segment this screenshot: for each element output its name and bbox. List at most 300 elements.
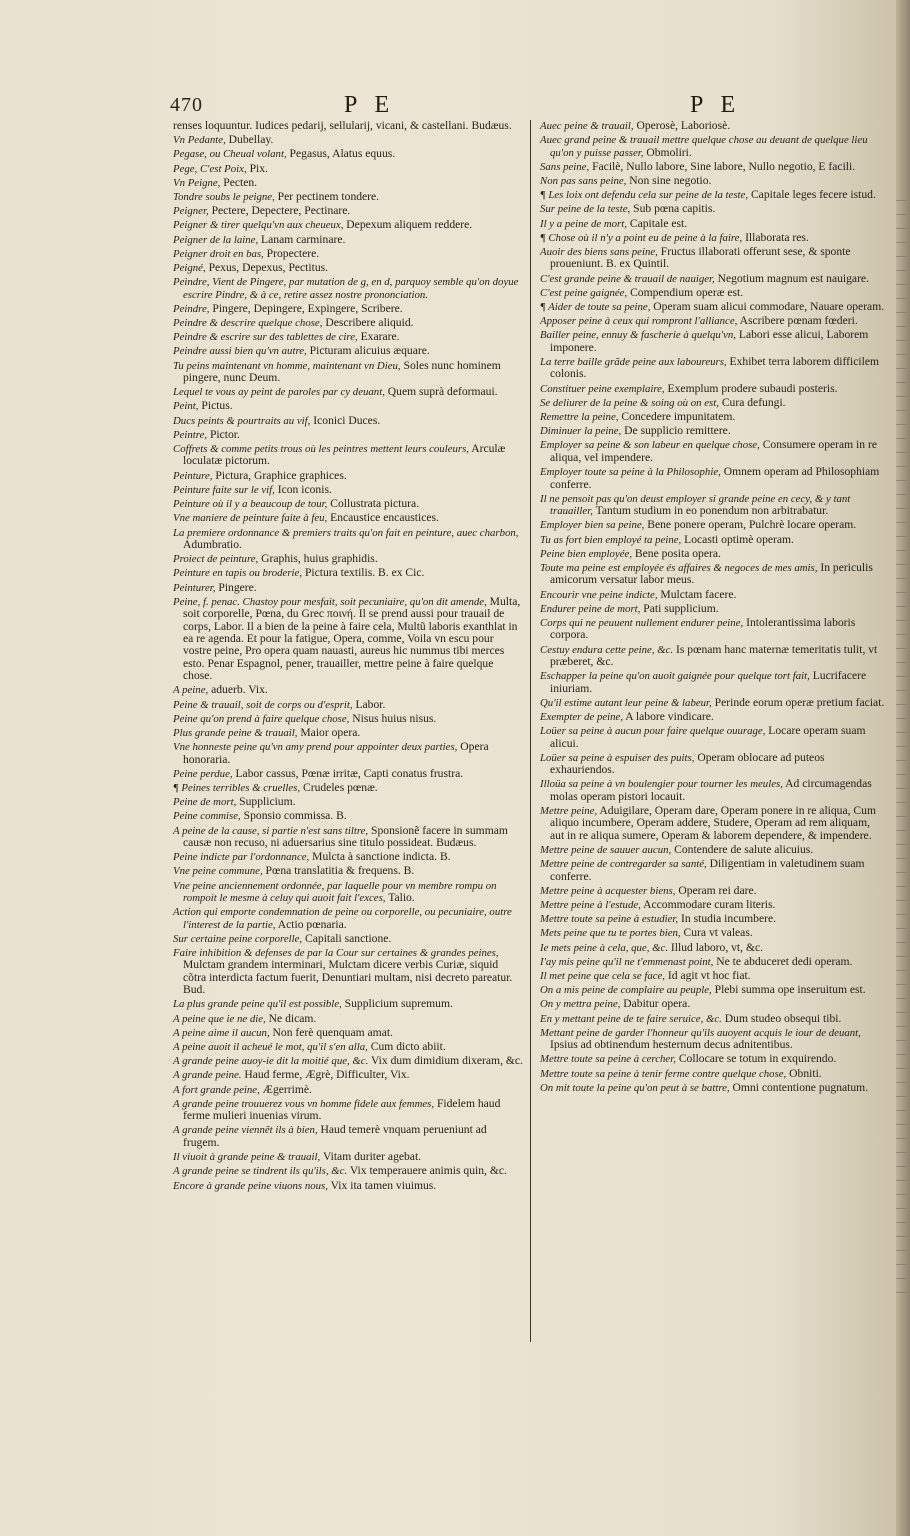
entry-headword: Remettre la peine,: [540, 411, 619, 424]
entry-translation: Consumere operam in re aliqua, vel impendere.: [550, 438, 877, 464]
dictionary-entry: [540, 899, 885, 911]
entry-translation: Opera honoraria.: [183, 740, 489, 766]
dictionary-entry: [540, 175, 885, 187]
entry-translation: Negotium magnum est nauigare.: [714, 271, 869, 285]
entry-translation: Operam suam alicui commodare, Nauare operam.: [650, 300, 885, 314]
entry-headword: Peine de mort,: [173, 796, 237, 809]
entry-headword: En y mettant peine de te faire seruice, &c.: [540, 1012, 722, 1025]
entry-translation: Concedere impunitatem.: [618, 410, 736, 424]
dictionary-entry: [173, 880, 523, 905]
entry-headword: Exempter de peine,: [540, 710, 624, 723]
entry-headword: Il y a peine de mort,: [540, 217, 627, 230]
dictionary-entry: [540, 1013, 885, 1025]
dictionary-entry: [173, 1084, 523, 1096]
dictionary-entry: [540, 858, 885, 883]
dictionary-entry: [540, 161, 885, 173]
dictionary-entry: [173, 527, 523, 552]
entry-translation: Exhibet terra laborem difficilem colonis.: [550, 355, 880, 381]
entry-translation: Ne te abduceret dedi operam.: [713, 954, 853, 968]
entry-headword: A peine que ie ne die,: [173, 1012, 266, 1025]
entry-headword: Corps qui ne peuuent nullement endurer peine,: [540, 616, 744, 629]
entry-headword: Vn Pedante,: [173, 134, 226, 147]
entry-headword: Peigner & tirer quelqu'vn aux cheueux,: [173, 219, 344, 232]
dictionary-entry: [540, 246, 885, 271]
entry-translation: Iconici Duces.: [310, 413, 381, 427]
entry-translation: Accommodare curam literis.: [640, 898, 776, 912]
entry-headword: ¶ Les loix ont defendu cela sur peine de la teste,: [540, 189, 749, 202]
entry-translation: Fidelem haud ferme mulieri inuenias virum.: [183, 1096, 501, 1123]
entry-translation: Locasti optimè operam.: [681, 532, 794, 546]
entry-translation: Capitale leges fecere istud.: [748, 188, 876, 202]
entry-translation: Supplicium.: [236, 795, 296, 809]
dictionary-entry: [540, 711, 885, 723]
entry-headword: Constituer peine exemplaire,: [540, 382, 665, 395]
dictionary-entry: [173, 120, 523, 132]
dictionary-entry: [540, 189, 885, 201]
entry-headword: Faire inhibition & defenses de par la Cour sur certaines & grandes peines,: [173, 947, 499, 960]
entry-headword: A grande peine auoy-ie dit la moitié que, &c.: [173, 1055, 369, 1068]
entry-headword: Pege, C'est Poix,: [173, 162, 247, 175]
entry-translation: Maior opera.: [297, 725, 361, 739]
entry-headword: ¶ Chose où il n'y a point eu de peine à la faire,: [540, 231, 743, 244]
entry-translation: A labore vindicare.: [623, 709, 714, 723]
entry-headword: On a mis peine de complaire au peuple,: [540, 984, 712, 997]
entry-headword: Illoüa sa peine à vn boulengier pour tourner les meules,: [540, 778, 783, 791]
right-column: [540, 120, 885, 1096]
entry-translation: Vitam duriter agebat.: [320, 1150, 422, 1164]
entry-headword: A peine de la cause, si partie n'est sans tiltre,: [173, 824, 369, 837]
entry-translation: Ad circumagendas molas operam pistori locauit.: [550, 777, 872, 803]
dictionary-entry: [173, 134, 523, 146]
entry-translation: Sponsio commissa. B.: [240, 809, 347, 823]
entry-headword: Eschapper la peine qu'on auoit gaignée pour quelque tort fait,: [540, 670, 810, 683]
entry-headword: ¶ Aider de toute sa peine,: [540, 301, 651, 314]
entry-translation: Vix dum dimidium dixeram, &c.: [368, 1054, 523, 1068]
entry-headword: Loüer sa peine à aucun pour faire quelque ouurage,: [540, 725, 766, 738]
dictionary-entry: [173, 933, 523, 945]
dictionary-entry: [173, 596, 523, 683]
entry-headword: Ie mets peine à cela, que, &c.: [540, 941, 669, 954]
entry-translation: Graphis, huius graphidis.: [258, 552, 378, 566]
entry-headword: Mettre peine de contregarder sa santé,: [540, 858, 707, 871]
running-head-right: P E: [690, 92, 742, 118]
dictionary-entry: [173, 331, 523, 343]
entry-translation: Cura vt valeas.: [680, 926, 753, 940]
entry-headword: Tu as fort bien employé ta peine,: [540, 533, 682, 546]
entry-headword: I'ay mis peine qu'il ne t'emmenast point,: [540, 955, 714, 968]
entry-translation: Pix.: [246, 161, 268, 175]
entry-translation: aduerb. Vix.: [208, 683, 268, 697]
entry-translation: Per pectinem tondere.: [274, 190, 380, 204]
entry-headword: Sur certaine peine corporelle,: [173, 932, 303, 945]
dictionary-entry: [173, 1027, 523, 1039]
entry-translation: Operam rei dare.: [675, 883, 757, 897]
entry-headword: Mettre peine de sauuer aucun,: [540, 844, 672, 857]
entry-headword: Vne maniere de peinture faite à feu,: [173, 512, 328, 525]
entry-translation: Id agit vt hoc fiat.: [665, 969, 751, 983]
dictionary-entry: [540, 329, 885, 354]
entry-translation: Illaborata res.: [742, 230, 809, 244]
entry-headword: Peigner droit en bas,: [173, 247, 264, 260]
entry-translation: Operam oblocare ad puteos exhauriendos.: [550, 750, 825, 777]
entry-headword: Peinturer,: [173, 581, 216, 594]
entry-headword: Peine perdue,: [173, 767, 233, 780]
dictionary-entry: [173, 810, 523, 822]
entry-translation: Collocare se totum in exquirendo.: [675, 1052, 837, 1066]
dictionary-entry: [540, 1068, 885, 1080]
entry-headword: Mettre peine à acquester biens,: [540, 884, 676, 897]
dictionary-entry: [173, 1098, 523, 1123]
page-number: 470: [170, 94, 203, 116]
dictionary-entry: [540, 844, 885, 856]
page-header: [170, 92, 890, 122]
entry-translation: Dubellay.: [225, 133, 274, 147]
entry-translation: Labor.: [352, 697, 386, 711]
entry-translation: Locare operam suam alicui.: [550, 724, 866, 750]
dictionary-entry: [173, 1180, 523, 1192]
entry-translation: Obmoliri.: [643, 145, 692, 159]
entry-translation: Ægerrimè.: [259, 1082, 312, 1096]
entry-translation: Haud temerè vnquam perueniunt ad frugem.: [183, 1123, 487, 1149]
entry-translation: Dum studeo obsequi tibi.: [721, 1011, 842, 1025]
entry-headword: Plus grande peine & trauail,: [173, 726, 298, 739]
entry-headword: Action qui emporte condemnation de peine ou corporelle, ou pecuniaire, outre l'interest de la partie,: [173, 906, 512, 931]
dictionary-entry: [540, 725, 885, 750]
entry-translation: Propectere.: [263, 246, 320, 260]
entry-headword: Peinture faite sur le vif,: [173, 483, 275, 496]
dictionary-entry: [173, 796, 523, 808]
entry-headword: Auec peine & trauail,: [540, 120, 634, 132]
entry-headword: Mettre toute sa peine à tenir ferme contre quelque chose,: [540, 1067, 787, 1080]
entry-translation: Labor cassus, Pœnæ irritæ, Capti conatus frustra.: [232, 766, 464, 780]
entry-translation: Dabitur opera.: [620, 997, 691, 1011]
entry-headword: Cestuy endura cette peine, &c.: [540, 643, 674, 656]
dictionary-entry: [540, 120, 885, 132]
dictionary-entry: [173, 234, 523, 246]
dictionary-entry: [173, 163, 523, 175]
entry-headword: La plus grande peine qu'il est possible,: [173, 998, 342, 1011]
dictionary-entry: [540, 752, 885, 777]
entry-headword: A grande peine trouuerez vous vn homme fidele aux femmes,: [173, 1097, 435, 1110]
entry-headword: Peine, f. penac. Chastoy pour mesfait, soit pecuniaire, qu'on dit amende,: [173, 595, 487, 608]
entry-headword: Il ne pensoit pas qu'on deust employer si grande peine en cecy, & y tant trauailler,: [540, 492, 851, 518]
entry-translation: Is pœnam hanc maternæ temeritatis tulit, vt præberet, &c.: [550, 642, 878, 668]
dictionary-entry: [173, 1151, 523, 1163]
entry-translation: In studia incumbere.: [678, 912, 777, 926]
entry-translation: Mulctam grandem interminari, Mulctam dicere verbis Curiæ, siquid cõtra interdicta factum fuerit, Denuntiari multam, nisi decreto pareatur. Bud.: [183, 958, 513, 997]
entry-translation: Vix temperauere animis quin, &c.: [347, 1164, 507, 1178]
entry-translation: Plebi summa ope inseruitum est.: [711, 983, 866, 997]
dictionary-entry: [173, 699, 523, 711]
entry-translation: Diligentiam in valetudinem suam conferre.: [550, 857, 865, 883]
entry-translation: Pictus.: [198, 399, 233, 413]
dictionary-entry: [173, 276, 523, 301]
entry-translation: Nisus huius nisus.: [349, 711, 437, 725]
entry-headword: La premiere ordonnance & premiers traits qu'on fait en peinture, auec charbon,: [173, 526, 519, 539]
dictionary-entry: [540, 885, 885, 897]
entry-translation: Exarare.: [357, 330, 400, 344]
dictionary-entry: [540, 218, 885, 230]
entry-headword: Mettre peine,: [540, 805, 598, 817]
entry-translation: Cura defungi.: [718, 395, 786, 409]
entry-translation: Pictura textilis. B. ex Cic.: [302, 566, 425, 580]
entry-translation: Pictura, Graphice graphices.: [212, 468, 347, 482]
dictionary-entry: [173, 1069, 523, 1081]
entry-translation: Omnem operam ad Philosophiam conferre.: [550, 465, 880, 491]
entry-headword: A peine auoit il acheué le mot, qu'il s'en alla,: [173, 1041, 368, 1054]
dictionary-entry: [540, 383, 885, 395]
dictionary-entry: [540, 1027, 885, 1052]
entry-translation: Pictor.: [207, 427, 240, 441]
entry-translation: Bene posita opera.: [632, 546, 721, 560]
entry-translation: Capitali sanctione.: [302, 931, 392, 945]
left-column: [173, 120, 523, 1194]
dictionary-entry: [173, 400, 523, 412]
entry-headword: Peindre & escrire sur des tablettes de cire,: [173, 331, 358, 344]
entry-headword: Employer toute sa peine à la Philosophie,: [540, 466, 721, 479]
entry-translation: Operosè, Laboriosè.: [633, 119, 731, 132]
dictionary-entry: [173, 148, 523, 160]
entry-translation: Cum dicto abiit.: [367, 1040, 446, 1054]
dictionary-entry: [540, 134, 885, 159]
entry-headword: Vne peine commune,: [173, 865, 263, 878]
entry-translation: Non sine negotio.: [626, 174, 712, 188]
entry-translation: Fructus illaborati offerunt sese, & sponte proueniunt. B. ex Quintil.: [550, 245, 851, 271]
entry-translation: Aduigilare, Operam dare, Operam ponere in re aliqua, Cum aliquo incumbere, Operam addere, Studere, Operam ad rem aliquam, aut in re aliqua sumere, Operam & laborem dependere, & impendere.: [550, 804, 876, 842]
dictionary-entry: [173, 262, 523, 274]
dictionary-entry: [173, 303, 523, 315]
dictionary-entry: [540, 411, 885, 423]
dictionary-entry: [540, 439, 885, 464]
dictionary-entry: [540, 397, 885, 409]
dictionary-entry: [173, 512, 523, 524]
entry-headword: Peindre,: [173, 302, 210, 315]
dictionary-entry: [173, 713, 523, 725]
entry-translation: Sponsionẽ facere in summam causæ non recuso, ni aduersarius sine titulo possideat. Budæus.: [183, 823, 508, 849]
entry-translation: Lucrifacere iniuriam.: [550, 669, 867, 695]
entry-headword: A peine aime il aucun,: [173, 1026, 270, 1039]
dictionary-entry: [540, 778, 885, 803]
entry-headword: Sur peine de la teste,: [540, 203, 631, 216]
entry-headword: Peint,: [173, 400, 199, 413]
entry-headword: A grande peine.: [173, 1069, 242, 1082]
dictionary-entry: [173, 1013, 523, 1025]
dictionary-entry: [173, 443, 523, 468]
entry-translation: Depexum aliquem reddere.: [343, 218, 473, 232]
entry-translation: Pectere, Depectere, Pectinare.: [208, 204, 351, 218]
dictionary-entry: [173, 768, 523, 780]
dictionary-entry: [540, 466, 885, 491]
entry-translation: Supplicium supremum.: [341, 997, 453, 1011]
entry-translation: Intolerantissima laboris corpora.: [550, 615, 856, 642]
dictionary-entry: [173, 498, 523, 510]
entry-headword: Ducs peints & pourtraits au vif,: [173, 414, 311, 427]
dictionary-entry: [540, 617, 885, 642]
dictionary-entry: [173, 865, 523, 877]
entry-headword: A grande peine viennẽt ils à bien,: [173, 1124, 318, 1137]
dictionary-entry: [173, 947, 523, 997]
dictionary-entry: [173, 567, 523, 579]
entry-translation: Pecten.: [220, 175, 258, 189]
entry-translation: Ne dicam.: [265, 1011, 317, 1025]
dictionary-entry: [173, 1124, 523, 1149]
dictionary-entry: [540, 927, 885, 939]
entry-translation: Mulcta à sanctione indicta. B.: [309, 850, 451, 864]
dictionary-entry: [540, 956, 885, 968]
entry-translation: Crudeles pœnæ.: [300, 780, 378, 794]
entry-translation: Compendium operæ est.: [627, 285, 744, 299]
dictionary-entry: [540, 1053, 885, 1065]
entry-translation: Facilè, Nullo labore, Sine labore, Nullo negotio, E facili.: [589, 159, 856, 173]
entry-headword: Peinture où il y a beaucoup de tour,: [173, 498, 328, 511]
entry-translation: Collustrata pictura.: [327, 497, 420, 511]
dictionary-entry: [173, 1055, 523, 1067]
entry-translation: Talio.: [385, 891, 415, 905]
dictionary-entry: [540, 548, 885, 560]
entry-headword: Non pas sans peine,: [540, 175, 627, 188]
entry-translation: Adumbratio.: [183, 537, 242, 551]
entry-translation: Multa, soit corporelle, Pœna, du Grec ποινή. Il se prend aussi pour trauail de corps, Labor. Il a bien de la peine à faire cela, Multũ laboris exanthlat in ea re agenda. Et pour la fatigue, Opera, comme, Voila vn escu pour vostre peine, Pro opera quam nauasti, aureus hic nummus tibi merces esto. Penar Espagnol, pener, trauailler, mettre peine à faire quelque chose.: [183, 594, 521, 683]
entry-translation: Icon iconis.: [274, 482, 332, 496]
entry-translation: Bene ponere operam, Pulchrè locare operam.: [644, 518, 857, 532]
dictionary-entry: [540, 562, 885, 587]
entry-headword: A peine,: [173, 684, 209, 697]
entry-headword: Toute ma peine est employée és affaires & negoces de mes amis,: [540, 561, 818, 574]
entry-headword: Proiect de peinture,: [173, 553, 259, 566]
entry-translation: Lanam carminare.: [258, 232, 346, 246]
entry-translation: Non ferè quenquam amat.: [269, 1025, 393, 1039]
dictionary-entry: [540, 984, 885, 996]
dictionary-entry: [173, 415, 523, 427]
dictionary-entry: [540, 970, 885, 982]
entry-headword: Apposer peine à ceux qui rompront l'alliance,: [540, 315, 738, 328]
entry-headword: Tondre soubs le peigne,: [173, 191, 275, 204]
column-rule: [530, 120, 531, 1342]
entry-headword: Peine commise,: [173, 810, 241, 823]
entry-headword: Qu'il estime autant leur peine & labeur,: [540, 696, 712, 709]
dictionary-entry: [173, 825, 523, 850]
dictionary-entry: [540, 1082, 885, 1094]
entry-headword: La terre baille grãde peine aux laboureurs,: [540, 356, 727, 369]
entry-headword: Encore à grande peine viuons nous,: [173, 1179, 328, 1192]
entry-headword: Employer bien sa peine,: [540, 519, 645, 532]
dictionary-entry: [173, 851, 523, 863]
dictionary-entry: [540, 519, 885, 531]
dictionary-entry: [540, 697, 885, 709]
entry-translation: Pingere, Depingere, Expingere, Scribere.: [209, 301, 403, 315]
dictionary-entry: [173, 470, 523, 482]
entry-headword: Employer sa peine & son labeur en quelque chose,: [540, 439, 760, 452]
dictionary-entry: [173, 741, 523, 766]
entry-headword: On y mettra peine,: [540, 998, 621, 1011]
entry-translation: Illud laboro, vt, &c.: [668, 940, 764, 954]
entry-translation: Pegasus, Alatus equus.: [286, 147, 396, 161]
dictionary-entry: [173, 429, 523, 441]
entry-headword: Peine indicte par l'ordonnance,: [173, 851, 310, 864]
dictionary-entry: [540, 913, 885, 925]
entry-translation: Pexus, Depexus, Pectitus.: [205, 261, 329, 275]
entry-translation: Describere aliquid.: [322, 316, 414, 330]
entry-headword: Auec grand peine & trauail mettre quelque chose au deuant de quelque lieu qu'on y puisse passer,: [540, 134, 868, 159]
entry-translation: In periculis amicorum versatur labor meus.: [550, 560, 873, 587]
dictionary-entry: [540, 315, 885, 327]
entry-translation: Sub pœna capitis.: [630, 202, 716, 216]
entry-translation: Haud ferme, Ægrè, Difficulter, Vix.: [241, 1068, 410, 1082]
entry-translation: De supplicio remittere.: [621, 424, 731, 438]
entry-headword: ¶ Peines terribles & cruelles,: [173, 781, 301, 794]
entry-headword: Pegase, ou Cheual volant,: [173, 148, 287, 161]
entry-headword: Il met peine que cela se face,: [540, 970, 666, 983]
entry-headword: Encourir vne peine indicte,: [540, 588, 658, 601]
entry-translation: Encaustice encaustices.: [327, 511, 439, 525]
entry-headword: C'est peine gaignée,: [540, 286, 628, 299]
entry-headword: Vne peine anciennement ordonnée, par laquelle pour vn membre rompu on rompoit le mesme à celuy qui auoit fait l'exces,: [173, 879, 497, 905]
entry-headword: Il viuoit à grande peine & trauail,: [173, 1151, 321, 1164]
entry-translation: Ascribere pœnam fœderi.: [737, 314, 858, 328]
dictionary-entry: [540, 603, 885, 615]
entry-headword: Peindre & descrire quelque chose,: [173, 317, 323, 330]
entry-headword: Sans peine,: [540, 160, 590, 173]
entry-headword: Peine qu'on prend à faire quelque chose,: [173, 712, 350, 725]
entry-headword: Peintre,: [173, 428, 208, 441]
entry-headword: Mets peine que tu te portes bien,: [540, 927, 681, 940]
entry-translation: Vix ita tamen viuimus.: [327, 1178, 437, 1192]
dictionary-entry: [540, 589, 885, 601]
entry-translation: Actio pœnaria.: [275, 917, 347, 931]
entry-headword: Peindre aussi bien qu'vn autre,: [173, 345, 307, 358]
entry-headword: Tu peins maintenant vn homme, maintenant vn Dieu,: [173, 359, 401, 372]
entry-translation: Omni contentione pugnatum.: [729, 1080, 869, 1094]
entry-translation: Labori esse alicui, Laborem imponere.: [550, 328, 869, 354]
running-head-left: P E: [344, 92, 396, 118]
entry-headword: Auoir des biens sans peine,: [540, 246, 658, 259]
entry-translation: Arculæ loculatæ pictorum.: [183, 442, 506, 468]
entry-translation: Tantum studium in eo ponendum non arbitrabatur.: [592, 504, 829, 518]
dictionary-entry: [173, 386, 523, 398]
entry-headword: Bailler peine, ennuy & fascherie à quelqu'vn,: [540, 329, 736, 342]
dictionary-entry: [540, 805, 885, 842]
entry-headword: Peigner de la laine,: [173, 233, 259, 246]
entry-headword: Peigné,: [173, 262, 206, 275]
dictionary-entry: [173, 582, 523, 594]
entry-translation: Mulctam facere.: [657, 587, 737, 601]
dictionary-entry: [540, 301, 885, 313]
dictionary-entry: [173, 782, 523, 794]
dictionary-entry: [173, 1165, 523, 1177]
dictionary-entry: [540, 493, 885, 518]
dictionary-entry: [173, 906, 523, 931]
entry-translation: Pœna translatitia & frequens. B.: [262, 864, 415, 878]
entry-headword: Mettre toute sa peine à estudier,: [540, 913, 679, 926]
entry-headword: Peinture,: [173, 469, 213, 482]
dictionary-entry: [173, 219, 523, 231]
entry-translation: Pati supplicium.: [640, 601, 719, 615]
entry-translation: Exemplum prodere subaudi posteris.: [664, 381, 838, 395]
entry-headword: Peindre, Vient de Pingere, par mutation de g, en d, parquoy semble qu'on doyue escrire Pindre, & à ce, retire assez nostre prononciation.: [173, 276, 519, 301]
dictionary-entry: [173, 1041, 523, 1053]
entry-headword: Mettre peine à l'estude,: [540, 899, 641, 912]
entry-translation: Pingere.: [215, 580, 257, 594]
entry-headword: Peine bien employée,: [540, 547, 633, 560]
dictionary-entry: [173, 998, 523, 1010]
entry-headword: Loüer sa peine à espuiser des puits,: [540, 751, 695, 764]
entry-headword: Vn Peigne,: [173, 176, 221, 189]
dictionary-entry: [173, 345, 523, 357]
dictionary-entry: [540, 425, 885, 437]
entry-headword: Mettant peine de garder l'honneur qu'ils auoyent acquis le iour de deuant,: [540, 1026, 861, 1039]
entry-translation: Ipsius ad obtinendum hesternum decus adnitentibus.: [550, 1038, 793, 1052]
entry-headword: Lequel te vous ay peint de paroles par cy deuant,: [173, 386, 385, 399]
